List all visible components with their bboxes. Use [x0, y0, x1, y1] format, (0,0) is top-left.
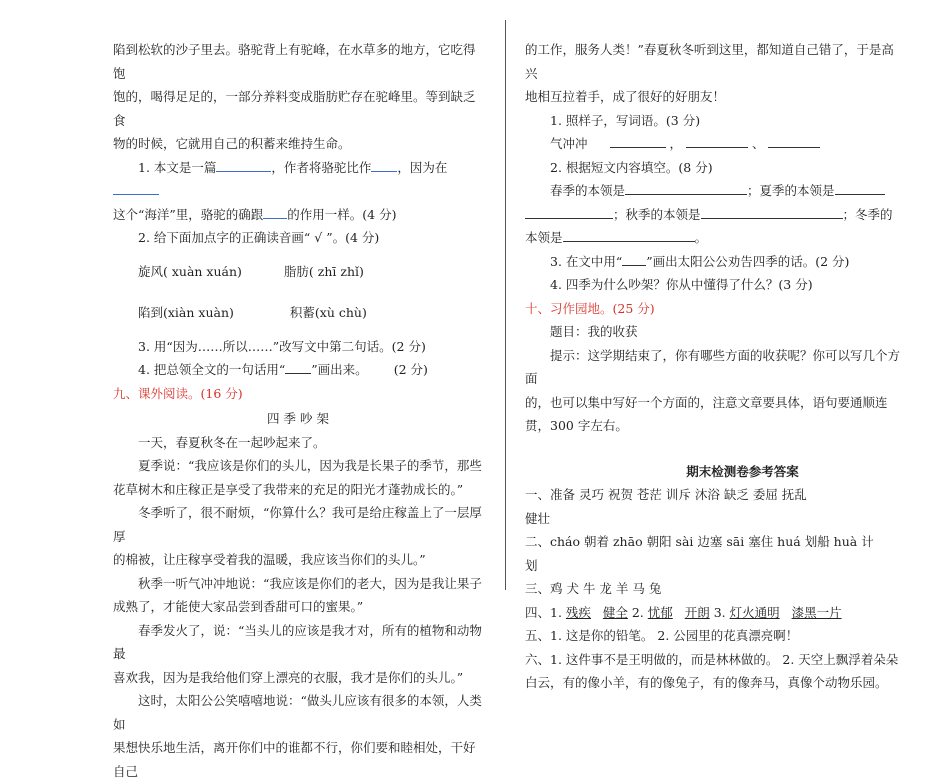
- right-column: [525, 38, 900, 695]
- reading-question-1: 1. 照样子，写词语。(3 分): [550, 112, 701, 128]
- question-3: 3. 用“因为……所以……”改写文中第二句话。(2 分): [138, 338, 426, 354]
- question-2: 2. 给下面加点字的正确读音画“ √ ”。(4 分): [138, 230, 380, 245]
- column-divider: [505, 20, 506, 590]
- answer-line: 一、准备 灵巧 祝贺 苍茫 训斥 沐浴 缺乏 委屈 抚乱: [525, 487, 807, 502]
- story-paragraph: 春季发火了，说：“当头儿的应该是我才对，所有的植物和动物最: [113, 622, 482, 661]
- section-heading: 十、习作园地。(25 分): [525, 300, 655, 316]
- pinyin-row: [113, 301, 483, 325]
- reading-question-3: 3. 在文中用“ ”画出太阳公公劝告四季的话。(2 分): [550, 253, 850, 269]
- intro-line: 饱的，喝得足足的，一部分养料变成脂肪贮存在驼峰里。等到缺乏食: [113, 89, 476, 128]
- pinyin-choice: 旋风( xuàn xuán): [138, 263, 242, 279]
- pinyin-choice: 积蓄(xù chù): [289, 305, 367, 320]
- story-paragraph-cont: 果想快乐地生活，离开你们中的谁都不行，你们要和睦相处，干好自己: [113, 740, 476, 779]
- pinyin-row: [113, 260, 483, 284]
- story-paragraph-cont: 花草树木和庄稼正是享受了我带来的充足的阳光才蓬勃成长的。”: [113, 481, 464, 497]
- reading-question-4: 4. 四季为什么吵架？你从中懂得了什么？(3 分): [550, 277, 813, 292]
- question-4: 4. 把总领全文的一句话用“ ”画出来。 (2 分): [138, 362, 428, 377]
- story-paragraph-cont: 成熟了，才能使大家品尝到香甜可口的蜜果。”: [113, 599, 364, 614]
- answer-blank: [622, 252, 646, 266]
- answer-line: 二、cháo 朝着 zhāo 朝阳 sài 边塞 sāi 塞住 huá 划船 huà 计: [525, 534, 874, 549]
- story-paragraph-cont: 喜欢我，因为是我给他们穿上漂亮的衣服，我才是你们的头儿。”: [113, 669, 464, 685]
- story-paragraph: 秋季一听气冲冲地说：“我应该是你们的老大，因为是我让果子: [138, 575, 482, 591]
- answer-line: 六、1. 这件事不是王明做的，而是林林做的。 2. 天空上飘浮着朵朵: [525, 651, 899, 667]
- answer-blank: [263, 205, 287, 219]
- story-paragraph: 一天，春夏秋冬在一起吵起来了。: [138, 434, 326, 450]
- answer-key-title: 期末检测卷参考答案: [686, 463, 799, 479]
- story-title: 四 季 吵 架: [267, 411, 329, 426]
- fill-line: ；秋季的本领是 ；冬季的: [525, 203, 900, 227]
- answer-line: 四、1. 残疾 健全 2. 忧郁 开朗 3. 灯火通明 漆黑一片: [525, 604, 842, 620]
- answer-blank: [371, 158, 397, 172]
- word-pattern-row: 气冲冲 ， 、: [525, 132, 900, 156]
- pinyin-choice: 陷到(xiàn xuàn): [138, 305, 234, 320]
- essay-hint: 提示：这学期结束了，你有哪些方面的收获呢？你可以写几个方面: [525, 347, 901, 386]
- left-column: [113, 38, 483, 783]
- story-paragraph: 冬季听了，很不耐烦，“你算什么？我可是给庄稼盖上了一层厚厚: [113, 505, 482, 544]
- story-paragraph-cont: 的工作，服务人类！”春夏秋冬听到这里，都知道自己错了，于是高兴: [525, 42, 894, 81]
- answer-line: 白云，有的像小羊，有的像兔子，有的像奔马，真像个动物乐园。: [525, 675, 888, 690]
- answer-blank: [686, 134, 748, 148]
- story-paragraph: 夏季说：“我应该是你们的头儿，因为我是长果子的季节，那些: [138, 458, 482, 473]
- essay-topic: 题目：我的收获: [550, 324, 638, 339]
- answer-blank: [625, 181, 747, 195]
- answer-blank: [285, 360, 311, 374]
- reading-question-2: 2. 根据短文内容填空。(8 分): [550, 159, 713, 175]
- answer-blank: [610, 134, 666, 148]
- story-paragraph-cont: 地相互拉着手，成了很好的好朋友！: [525, 89, 726, 104]
- answer-line: 健壮: [525, 510, 551, 526]
- intro-line: 物的时候，它就用自己的积蓄来维持生命。: [113, 136, 351, 151]
- section-heading: 九、课外阅读。(16 分): [113, 385, 243, 401]
- answer-blank: [768, 134, 820, 148]
- fill-line: 本领是 。: [525, 230, 708, 245]
- fill-line: 春季的本领是 ；夏季的本领是: [525, 179, 900, 203]
- question-1-cont: 这个“海洋”里，骆驼的确跟 的作用一样。(4 分): [113, 206, 397, 222]
- essay-hint-cont: 的，也可以集中写好一个方面的，注意文章要具体，语句要通顺连: [525, 394, 888, 410]
- answer-blank: [701, 205, 843, 219]
- question-1: 1. 本文是一篇 ，作者将骆驼比作 ，因为在: [113, 156, 483, 203]
- story-paragraph-cont: 的棉被，让庄稼享受着我的温暖，我应该当你们的头儿。”: [113, 552, 426, 567]
- answer-blank: [835, 181, 885, 195]
- answer-blank: [113, 181, 159, 195]
- answer-blank: [216, 158, 271, 172]
- essay-hint-cont: 贯，300 字左右。: [525, 418, 628, 433]
- answer-blank: [563, 228, 695, 242]
- answer-line: 三、鸡 犬 牛 龙 羊 马 兔: [525, 581, 662, 596]
- story-paragraph: 这时，太阳公公笑嘻嘻地说：“做头儿应该有很多的本领，人类如: [113, 693, 482, 732]
- answer-line: 五、1. 这是你的铅笔。 2. 公园里的花真漂亮啊！: [525, 628, 799, 643]
- answer-blank: [525, 205, 613, 219]
- answer-line: 划: [525, 557, 538, 573]
- pinyin-choice: 脂肪( zhī zhǐ): [283, 263, 364, 279]
- intro-line: 陷到松软的沙子里去。骆驼背上有驼峰，在水草多的地方，它吃得饱: [113, 42, 476, 81]
